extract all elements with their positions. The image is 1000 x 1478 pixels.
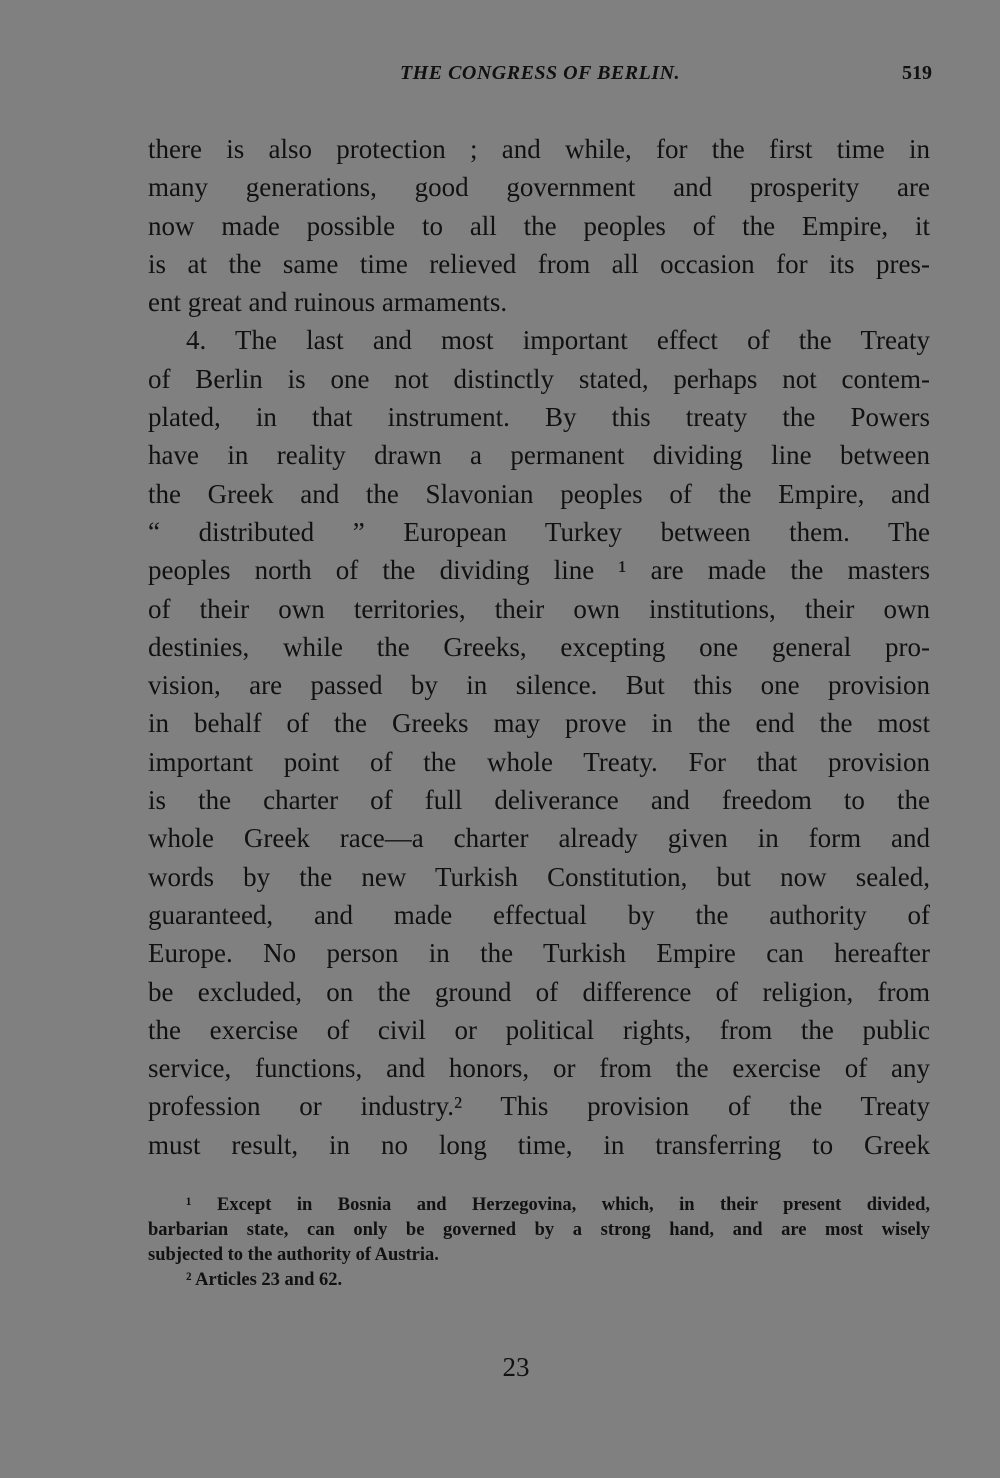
text-line: Europe. No person in the Turkish Empire can hereafter bbox=[148, 938, 930, 969]
text-line: service, functions, and honors, or from the exercise of any bbox=[148, 1053, 930, 1084]
text-line: the exercise of civil or political rights, from the public bbox=[148, 1014, 930, 1045]
text-line: 4. The last and most important effect of the Treaty bbox=[186, 325, 930, 356]
text-line: is the charter of full deliverance and freedom to the bbox=[148, 785, 930, 816]
text-line: plated, in that instrument. By this treaty the Powers bbox=[148, 402, 930, 433]
text-line: “ distributed ” European Turkey between them. The bbox=[148, 516, 930, 547]
text-line: peoples north of the dividing line ¹ are made the masters bbox=[148, 555, 930, 586]
text-line: guaranteed, and made effectual by the authority of bbox=[148, 899, 930, 930]
text-line: of Berlin is one not distinctly stated, perhaps not contem- bbox=[148, 363, 930, 394]
text-line: whole Greek race—a charter already given in form and bbox=[148, 823, 930, 854]
page-number: 519 bbox=[902, 62, 932, 84]
body-text bbox=[148, 130, 930, 1164]
footnote-line: barbarian state, can only be governed by a strong hand, and are most wisely bbox=[148, 1220, 930, 1240]
text-line: profession or industry.² This provision of the Treaty bbox=[148, 1091, 930, 1122]
footnote-line: ² Articles 23 and 62. bbox=[186, 1270, 343, 1290]
running-title: THE CONGRESS OF BERLIN. bbox=[399, 62, 681, 84]
text-line: destinies, while the Greeks, excepting one general pro- bbox=[148, 631, 930, 662]
text-line: there is also protection ; and while, for the first time in bbox=[148, 134, 930, 164]
text-line: in behalf of the Greeks may prove in the end the most bbox=[148, 708, 930, 739]
text-line: vision, are passed by in silence. But this one provision bbox=[148, 670, 930, 701]
text-line: important point of the whole Treaty. For that provision bbox=[148, 746, 930, 777]
text-line: must result, in no long time, in transferring to Greek bbox=[148, 1129, 930, 1160]
footnote-line: subjected to the authority of Austria. bbox=[148, 1245, 439, 1265]
footnotes bbox=[148, 1193, 930, 1293]
footnote-line: ¹ Except in Bosnia and Herzegovina, which, in their present divided, bbox=[186, 1195, 930, 1215]
text-line: the Greek and the Slavonian peoples of the Empire, and bbox=[148, 478, 930, 509]
text-line: ent great and ruinous armaments. bbox=[148, 287, 508, 318]
text-line: have in reality drawn a permanent dividing line between bbox=[148, 440, 930, 471]
text-line: now made possible to all the peoples of the Empire, it bbox=[148, 210, 930, 241]
text-line: words by the new Turkish Constitution, but now sealed, bbox=[148, 861, 930, 892]
signature-mark: 23 bbox=[502, 1352, 530, 1382]
text-line: many generations, good government and prosperity are bbox=[148, 172, 930, 203]
running-head bbox=[148, 62, 932, 92]
text-line: of their own territories, their own institutions, their own bbox=[148, 593, 930, 624]
text-line: be excluded, on the ground of difference of religion, from bbox=[148, 976, 930, 1007]
text-line: is at the same time relieved from all occasion for its pres- bbox=[148, 248, 930, 279]
